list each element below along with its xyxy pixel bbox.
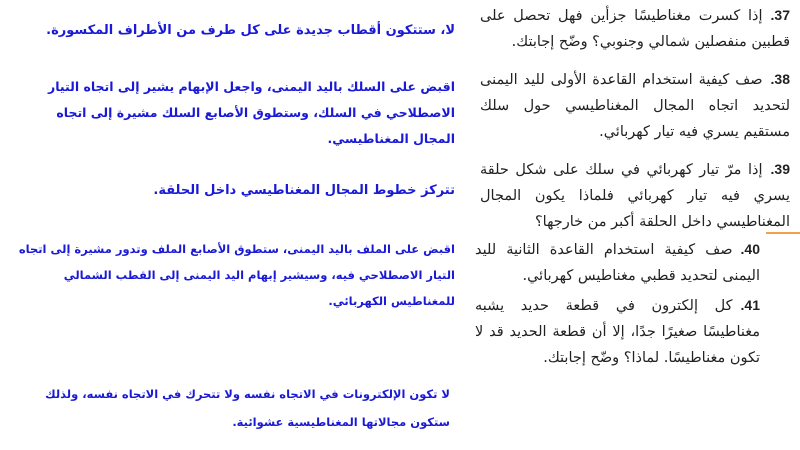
- question-37: [480, 2, 790, 55]
- question-number: 38.: [770, 71, 790, 87]
- question-text: إذا كسرت مغناطيسًا جزأين فهل تحصل على قطبين منفصلين شمالي وجنوبي؟ وضّح إجابتك.: [480, 8, 790, 50]
- question-number: 41.: [740, 297, 760, 313]
- question-41: [475, 292, 760, 371]
- question-number: 40.: [740, 241, 760, 257]
- question-number: 37.: [770, 7, 790, 23]
- question-38: [480, 66, 790, 145]
- answer-39: تتركز خطوط المجال المغناطيسي داخل الحلقة.: [153, 183, 455, 198]
- answer-41: لا تكون الإلكترونات في الاتجاه نفسه ولا تتحرك في الاتجاه نفسه، ولذلك ستكون مجالاتها المغناطيسية عشوائية.: [45, 387, 450, 429]
- answer-38: اقبض على السلك باليد اليمنى، واجعل الإبهام يشير إلى اتجاه التيار الاصطلاحي في السلك، وستطوق الأصابع السلك مشيرة إلى اتجاه المجال المغناطيسي.: [48, 79, 455, 146]
- answer-37: لا، ستتكون أقطاب جديدة على كل طرف من الأطراف المكسورة.: [46, 23, 455, 38]
- question-40: [475, 236, 760, 289]
- question-text: صف كيفية استخدام القاعدة الأولى لليد اليمنى لتحديد اتجاه المجال المغناطيسي حول سلك مستقيم يسري فيه تيار كهربائي.: [480, 72, 790, 140]
- answer-40: اقبض على الملف باليد اليمنى، ستطوق الأصابع الملف وتدور مشيرة إلى اتجاه التيار الاصطلاحي فيه، وسيشير إبهام اليد اليمنى إلى القطب الشمالي للمغناطيس الكهربائي.: [18, 242, 455, 308]
- question-39: [480, 156, 790, 235]
- question-text: إذا مرّ تيار كهربائي في سلك على شكل حلقة يسري فيه تيار كهربائي فلماذا يكون المجال المغناطيسي داخل الحلقة أكبر من خارجها؟: [480, 162, 790, 230]
- question-text: كل إلكترون في قطعة حديد يشبه مغناطيسًا صغيرًا جدًا، إلا أن قطعة الحديد قد لا تكون مغناطيسًا. لماذا؟ وضّح إجابتك.: [475, 298, 760, 366]
- accent-rule: [766, 232, 800, 234]
- question-number: 39.: [770, 161, 790, 177]
- question-text: صف كيفية استخدام القاعدة الثانية لليد اليمنى لتحديد قطبي مغناطيس كهربائي.: [475, 242, 760, 284]
